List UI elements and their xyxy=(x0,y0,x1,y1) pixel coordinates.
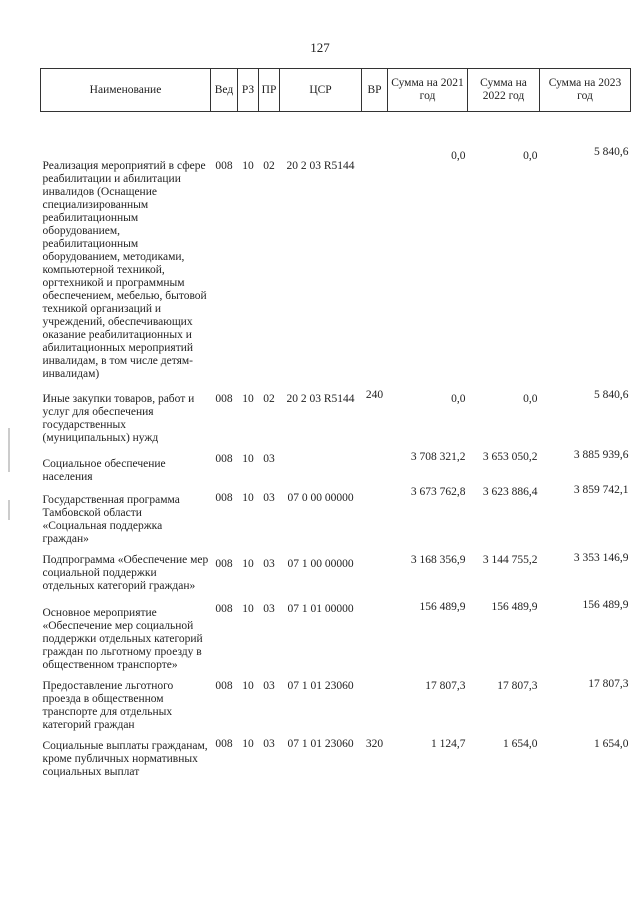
row-name: Реализация мероприятий в сфере реабилитации и абилитации инвалидов (Оснащение специализированным реабилитационным оборудованием, реабилитационным оборудованием, методиками, компьютерной техникой, оргтехникой и программным обеспечением, мебелью, бытовой техникой организаций и учреждений, обеспечивающих оказание реабилитационных и абилитационных мероприятий инвалидам, в том числе детям-инвалидам) xyxy=(42,160,207,380)
header-csr: ЦСР xyxy=(280,69,362,112)
row-rz: 10 xyxy=(242,680,254,692)
header-name: Наименование xyxy=(41,69,211,112)
row-csr: 07 1 01 23060 xyxy=(287,680,354,692)
row-ved: 008 xyxy=(215,453,233,465)
row-pr: 03 xyxy=(263,558,275,570)
header-sum-2021: Сумма на 2021 год xyxy=(388,69,468,112)
row-sum-2021: 1 124,7 xyxy=(431,738,466,750)
row-ved: 008 xyxy=(215,738,233,750)
row-sum-2022: 3 623 886,4 xyxy=(482,486,538,498)
budget-table xyxy=(40,68,631,779)
row-csr: 07 1 00 00000 xyxy=(287,558,354,570)
row-pr: 03 xyxy=(263,492,275,504)
row-vr xyxy=(362,445,388,484)
header-pr: ПР xyxy=(259,69,280,112)
table-header-row xyxy=(41,69,631,112)
row-vr: 240 xyxy=(365,389,384,401)
row-name: Государственная программа Тамбовской области «Социальная поддержка граждан» xyxy=(42,494,180,545)
row-vr xyxy=(362,484,388,546)
row-sum-2023: 156 489,9 xyxy=(582,599,629,611)
row-sum-2022: 17 807,3 xyxy=(497,680,538,692)
header-vr: ВР xyxy=(362,69,388,112)
row-rz: 10 xyxy=(242,603,254,615)
margin-scan-mark xyxy=(8,428,10,472)
row-sum-2023: 3 353 146,9 xyxy=(573,552,629,564)
page-number: 127 xyxy=(310,40,330,55)
row-ved: 008 xyxy=(215,160,233,172)
row-sum-2022: 0,0 xyxy=(523,150,538,162)
row-vr xyxy=(362,112,388,382)
margin-scan-mark xyxy=(8,500,10,520)
row-sum-2021: 156 489,9 xyxy=(419,601,466,613)
row-vr xyxy=(362,593,388,672)
row-csr: 07 1 01 23060 xyxy=(287,738,354,750)
table-row xyxy=(41,112,631,382)
table-row xyxy=(41,445,631,484)
row-name: Предоставление льготного проезда в общественном транспорте для отдельных категорий граждан xyxy=(42,680,174,731)
row-name: Социальное обеспечение населения xyxy=(42,458,166,483)
row-rz: 10 xyxy=(242,160,254,172)
row-ved: 008 xyxy=(215,680,233,692)
row-ved: 008 xyxy=(215,558,233,570)
row-csr: 20 2 03 R5144 xyxy=(286,160,355,172)
row-rz: 10 xyxy=(242,558,254,570)
table-row xyxy=(41,546,631,593)
table-row xyxy=(41,732,631,779)
row-pr: 03 xyxy=(263,738,275,750)
row-name: Подпрограмма «Обеспечение мер социальной поддержки отдельных категорий граждан» xyxy=(42,554,209,592)
header-ved: Вед xyxy=(211,69,238,112)
header-rz: РЗ xyxy=(238,69,259,112)
row-sum-2021: 3 168 356,9 xyxy=(410,554,466,566)
header-sum-2022: Сумма на 2022 год xyxy=(468,69,540,112)
row-ved: 008 xyxy=(215,393,233,405)
row-rz: 10 xyxy=(242,393,254,405)
row-sum-2021: 17 807,3 xyxy=(425,680,466,692)
row-sum-2021: 3 708 321,2 xyxy=(410,451,466,463)
row-vr xyxy=(362,546,388,593)
row-pr: 02 xyxy=(263,160,275,172)
row-ved: 008 xyxy=(215,603,233,615)
row-ved: 008 xyxy=(215,492,233,504)
row-sum-2023: 1 654,0 xyxy=(594,738,629,750)
row-sum-2023: 3 885 939,6 xyxy=(573,449,629,461)
table-row xyxy=(41,484,631,546)
row-sum-2021: 3 673 762,8 xyxy=(410,486,466,498)
row-rz: 10 xyxy=(242,492,254,504)
row-csr: 20 2 03 R5144 xyxy=(286,393,355,405)
row-sum-2022: 1 654,0 xyxy=(503,738,538,750)
row-rz: 10 xyxy=(242,738,254,750)
table-row xyxy=(41,593,631,672)
row-sum-2022: 3 144 755,2 xyxy=(482,554,538,566)
row-sum-2023: 5 840,6 xyxy=(594,389,629,401)
row-pr: 03 xyxy=(263,603,275,615)
table-row xyxy=(41,381,631,445)
row-sum-2022: 0,0 xyxy=(523,393,538,405)
row-name: Основное мероприятие «Обеспечение мер социальной поддержки отдельных категорий граждан по льготному проезду в общественном транспорте» xyxy=(42,607,203,671)
row-sum-2022: 3 653 050,2 xyxy=(482,451,538,463)
row-csr: 07 1 01 00000 xyxy=(287,603,354,615)
row-sum-2023: 17 807,3 xyxy=(588,678,629,690)
row-name: Социальные выплаты гражданам, кроме публичных нормативных социальных выплат xyxy=(42,740,208,778)
row-rz: 10 xyxy=(242,453,254,465)
table-row xyxy=(41,672,631,732)
row-sum-2022: 156 489,9 xyxy=(491,601,538,613)
row-vr xyxy=(362,672,388,732)
row-csr xyxy=(280,445,362,484)
row-name: Иные закупки товаров, работ и услуг для обеспечения государственных (муниципальных) нужд xyxy=(42,393,195,444)
row-sum-2023: 5 840,6 xyxy=(594,146,629,158)
row-csr: 07 0 00 00000 xyxy=(287,492,354,504)
row-vr: 320 xyxy=(365,738,384,750)
row-sum-2021: 0,0 xyxy=(451,150,466,162)
row-pr: 02 xyxy=(263,393,275,405)
header-sum-2023: Сумма на 2023 год xyxy=(540,69,631,112)
row-sum-2021: 0,0 xyxy=(451,393,466,405)
row-sum-2023: 3 859 742,1 xyxy=(573,484,629,496)
row-pr: 03 xyxy=(263,453,275,465)
row-pr: 03 xyxy=(263,680,275,692)
